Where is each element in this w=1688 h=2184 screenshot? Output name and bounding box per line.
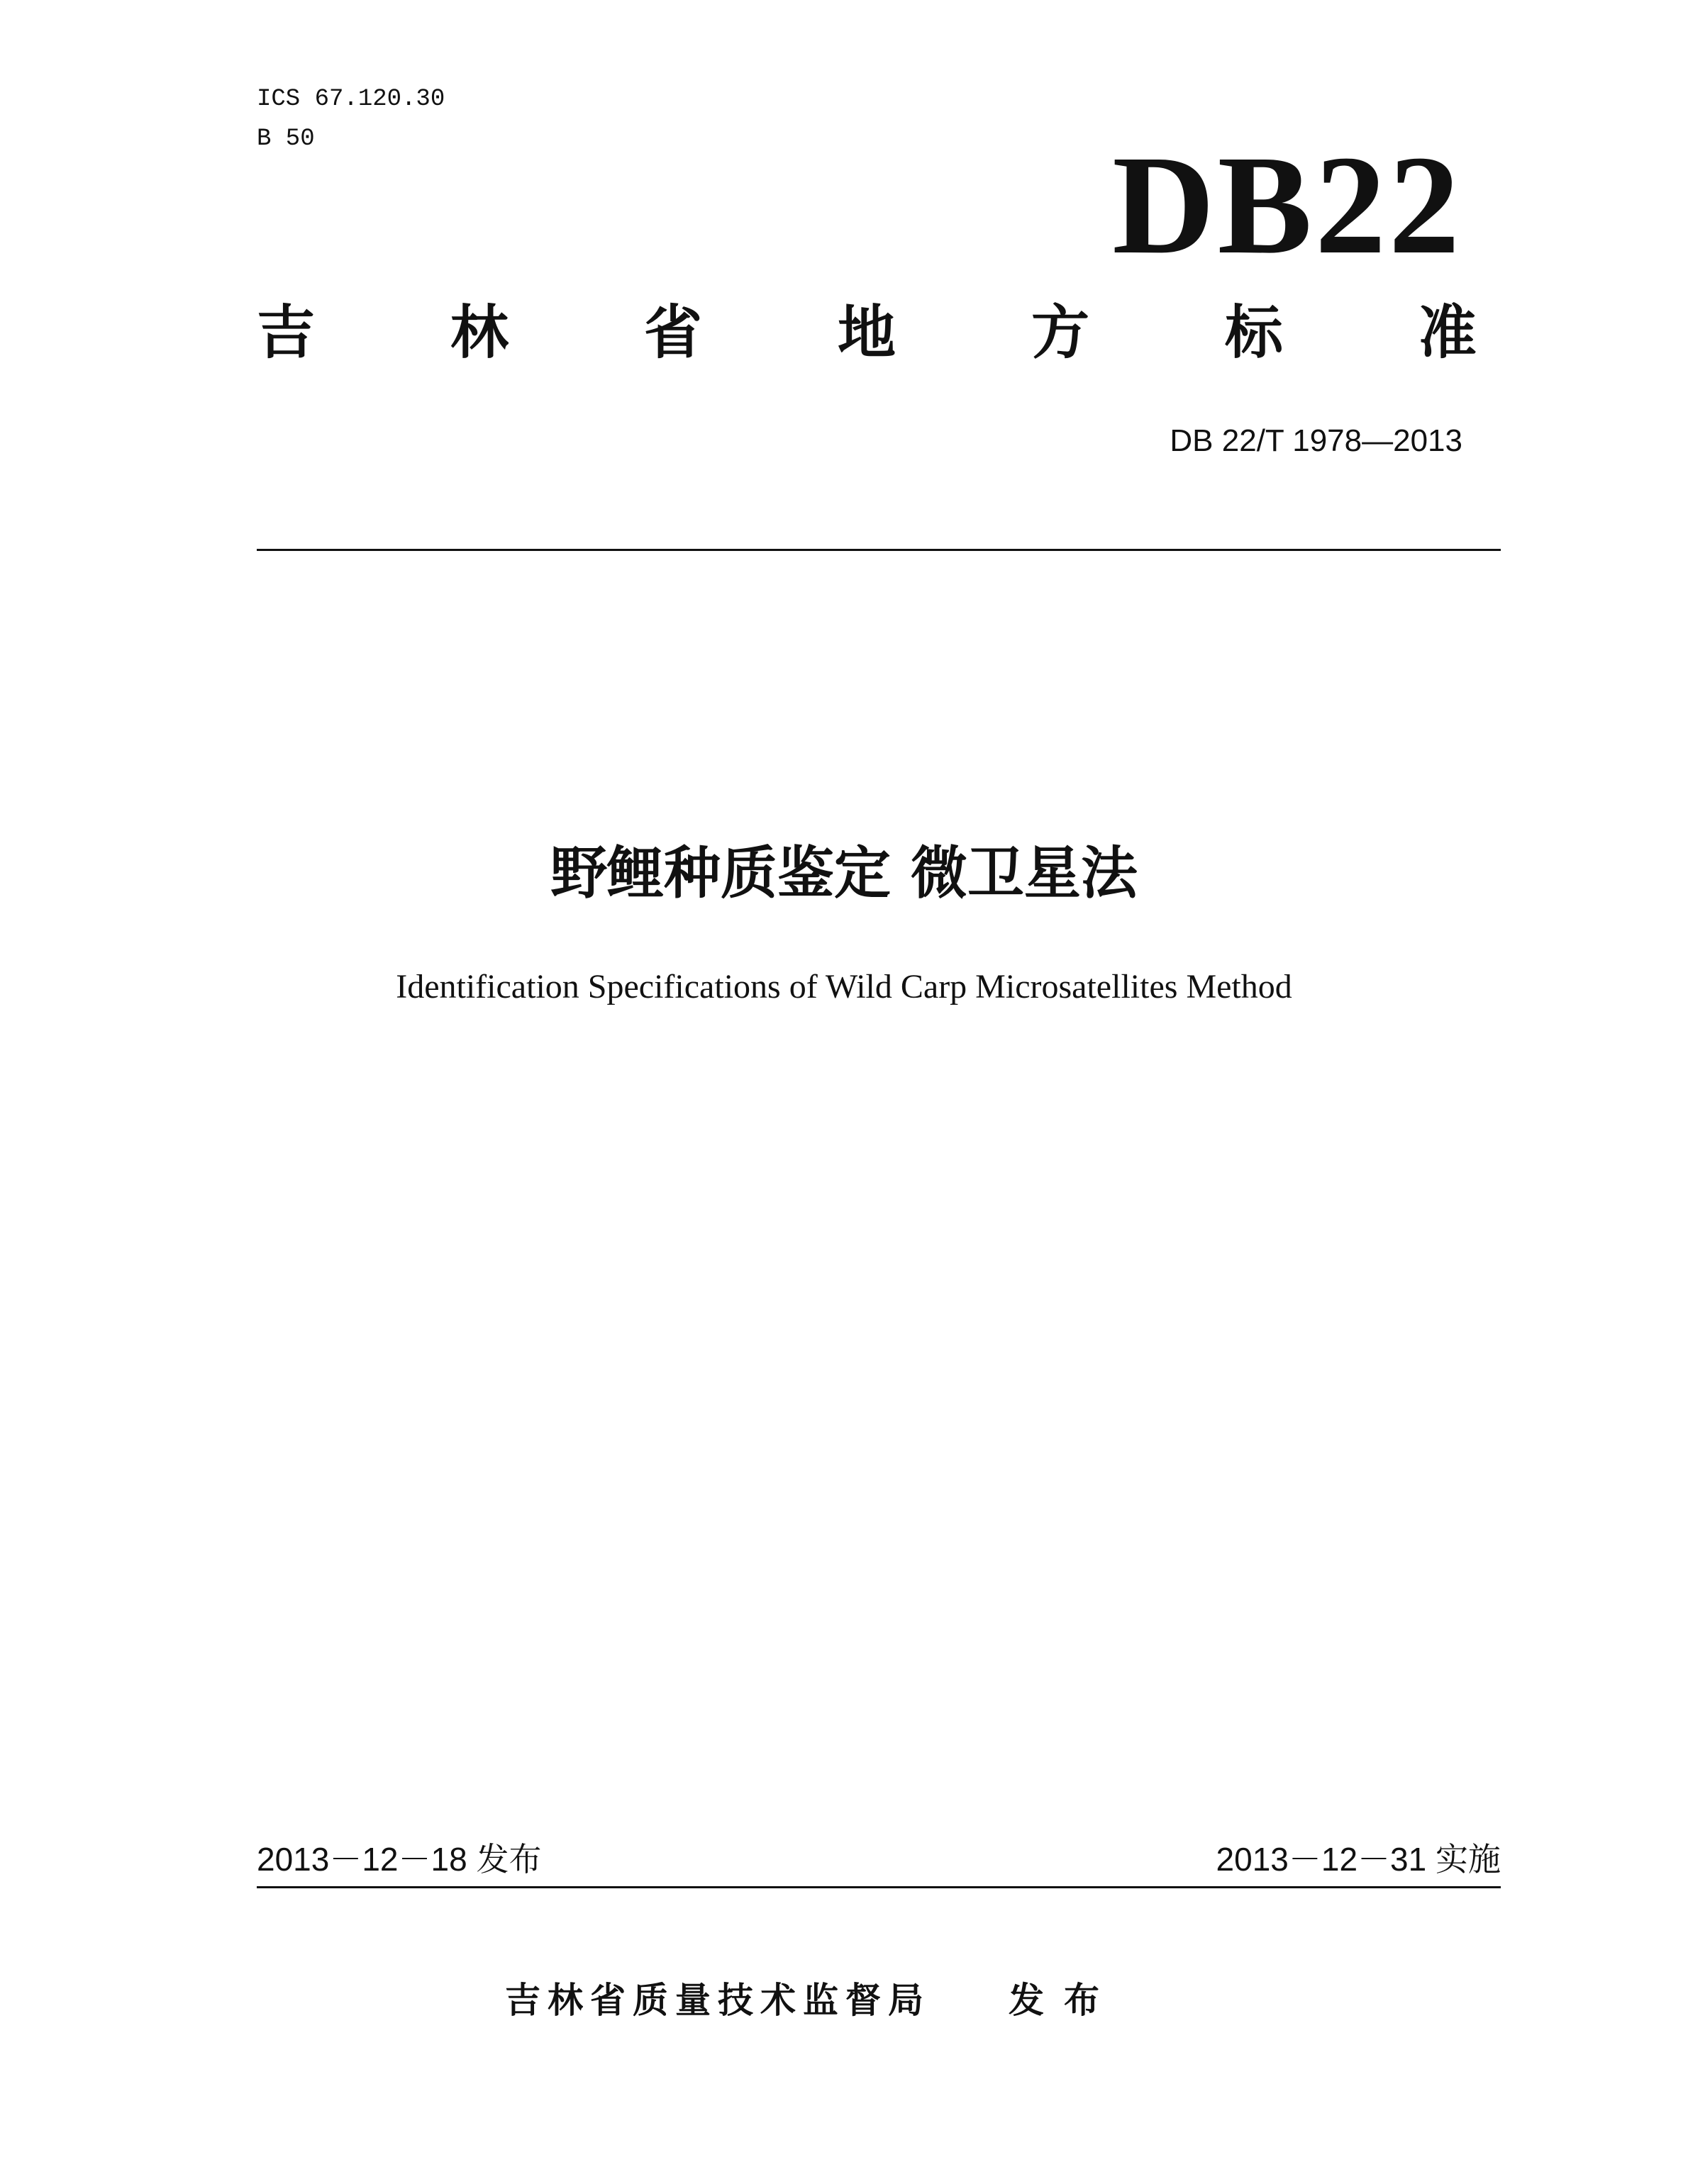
heading-char: 省 — [643, 299, 702, 367]
heading-char: 准 — [1418, 299, 1477, 367]
ccs-code: B 50 — [257, 126, 315, 152]
issue-date: 2013－12－18 发布 — [257, 1841, 542, 1878]
standard-number: DB 22/T 1978—2013 — [1170, 423, 1462, 458]
db22-logo: DB22 — [1112, 127, 1462, 284]
publisher-line — [505, 1976, 1119, 2025]
local-standard-heading — [257, 298, 1477, 369]
title-english: Identification Specifications of Wild Carp Microsatellites Method — [396, 968, 1292, 1005]
publisher-name: 吉林省质量技术监督局 — [505, 1980, 931, 2021]
published-label: 发布 — [1009, 1980, 1119, 2021]
implementation-date: 2013－12－31 实施 — [1216, 1841, 1501, 1878]
heading-char: 吉 — [257, 299, 316, 367]
bottom-divider — [257, 1886, 1501, 1888]
top-divider — [257, 549, 1501, 551]
heading-char: 地 — [837, 299, 896, 367]
heading-char: 方 — [1031, 299, 1089, 367]
heading-char: 林 — [450, 299, 509, 367]
heading-char: 标 — [1224, 299, 1283, 367]
title-chinese: 野鲤种质鉴定 微卫星法 — [550, 840, 1138, 906]
classification-codes — [257, 79, 445, 159]
ics-code: ICS 67.120.30 — [257, 86, 445, 113]
